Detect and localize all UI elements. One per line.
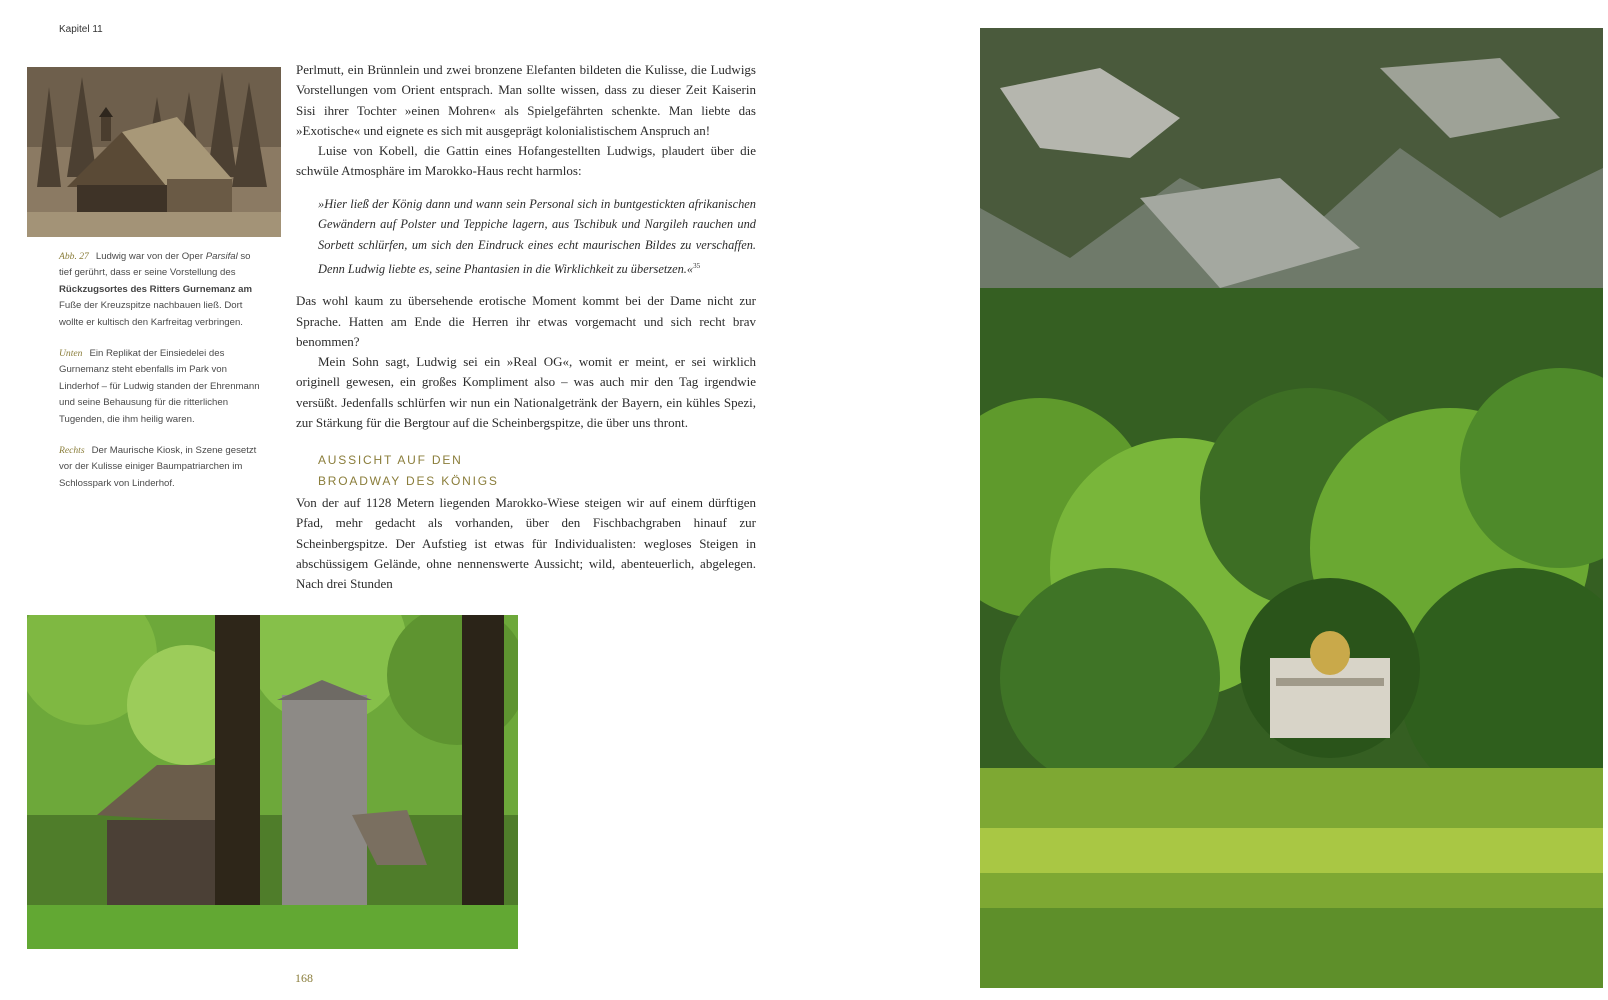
body-paragraph: Perlmutt, ein Brünnlein und zwei bronzene Elefanten bildeten die Kulisse, die Ludwigs Vorstellungen vom Orient entsprach. Man sollte wissen, dass zu dieser Zeit Kaiserin Sisi ihrer Tochter »einen Mohren« als Spielgefährten schenkte. Man liebte das »Exotische« und eignete es sich mit ausgeprägt kolonialistischem Anspruch an! — [296, 62, 756, 138]
body-paragraph: Mein Sohn sagt, Ludwig sei ein »Real OG«, womit er meint, er sei wirklich originell gewesen, ein großes Kompliment also – was auch mir den Tag irgendwie versüßt. Jedenfalls schlürfen wir nun ein Nationalgetränk der Bayern, ein kühles Spezi, zur Stärkung für die Bergtour auf die Scheinbergspitze, die über uns thront. — [296, 354, 756, 431]
footnote-ref: 35 — [693, 261, 701, 270]
caption-rechts: Rechts Der Maurische Kiosk, in Szene gesetzt vor der Kulisse einiger Baumpatriarchen im Schlosspark von Linderhof. — [59, 445, 257, 489]
body-paragraph: Luise von Kobell, die Gattin eines Hofangestellten Ludwigs, plaudert über die schwüle Atmosphäre im Marokko-Haus recht harmlos: — [296, 143, 756, 179]
caption-label: Unten — [59, 348, 83, 360]
hermitage-replica-photo — [27, 615, 518, 949]
main-text-column — [296, 60, 756, 594]
caption-column — [59, 249, 264, 507]
historic-hermitage-photo — [27, 67, 281, 237]
caption-label: Rechts — [59, 445, 85, 457]
caption-abb27: Abb. 27 Ludwig war von der Oper Parsifal so tief gerührt, dass er seine Vorstellung des Rückzugsortes des Ritters Gurnemanz am Fuße der Kreuzspitze nachbauen ließ. Dort wollte er kultisch den Karfreitag verbringen. — [59, 251, 252, 328]
page-number: 168 — [295, 971, 313, 985]
caption-label: Abb. 27 — [59, 251, 89, 262]
block-quote: »Hier ließ der König dann und wann sein Personal sich in buntgestickten afrikanischen Gewändern auf Polster und Teppiche lagern, aus Tschibuk und Nargileh rauchen und Sorbett schlürfen, um sich den Eindruck eines echt maurischen Bildes zu verschaffen. Denn Ludwig liebte es, seine Phantasien in die Wirklichkeit zu übersetzen.«$^{35}$ — [318, 196, 756, 276]
body-paragraph: Das wohl kaum zu übersehende erotische Moment kommt bei der Dame nicht zur Sprache. Hatten am Ende die Herren ihr etwas vorgemacht und sich recht brav benommen? — [296, 293, 756, 349]
section-heading: AUSSICHT AUF DEN BROADWAY DES KÖNIGS — [318, 453, 499, 488]
chapter-label: Kapitel 11 — [59, 24, 103, 35]
caption-unten: Unten Ein Replikat der Einsiedelei des Gurnemanz steht ebenfalls im Park von Linderhof – für Ludwig standen der Ehrenmann und seine Behausung für die ritterlichen Tugenden, die ihm heilig waren. — [59, 348, 260, 425]
moorish-kiosk-photo — [980, 28, 1603, 988]
body-paragraph: Von der auf 1128 Metern liegenden Marokko-Wiese steigen wir auf einem dürftigen Pfad, mehr gedacht als vorhanden, über den Fischbachgraben hinauf zur Scheinbergspitze. Der Aufstieg ist etwas für Individualisten: wegloses Steigen in abschüssigem Gelände, ohne nennenswerte Aussicht; wild, abenteuerlich, abgelegen. Nach drei Stunden — [296, 494, 756, 592]
